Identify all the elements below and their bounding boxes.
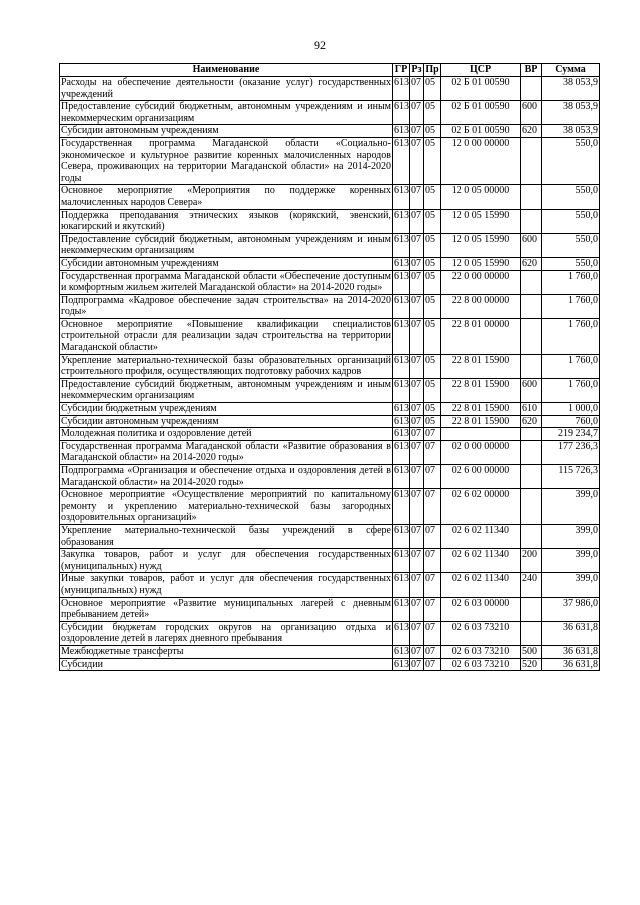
row-name-cell: Подпрограмма «Кадровое обеспечение задач строительства» на 2014-2020 годы» — [61, 294, 391, 318]
row-sum-cell: 115 726,3 — [542, 465, 600, 489]
column-header-csr: ЦСР — [441, 64, 521, 77]
row-gr-cell: 613 — [393, 465, 410, 489]
row-rz-cell: 07 — [410, 101, 424, 125]
row-rz-cell: 07 — [410, 257, 424, 270]
row-vr-cell — [521, 209, 542, 233]
table-row — [60, 378, 600, 402]
table-row — [60, 465, 600, 489]
row-sum-cell: 1 760,0 — [542, 270, 600, 294]
row-sum-cell: 1 760,0 — [542, 354, 600, 378]
row-gr-cell: 613 — [393, 597, 410, 621]
table-row — [60, 137, 600, 184]
row-sum-cell: 550,0 — [542, 137, 600, 184]
row-gr-cell: 613 — [393, 440, 410, 464]
row-gr-cell: 613 — [394, 645, 409, 657]
row-csr-cell: 02 6 02 11340 — [441, 549, 521, 573]
row-sum-cell: 760,0 — [542, 415, 600, 428]
table-row — [60, 257, 600, 270]
row-csr-cell: 22 8 01 15900 — [441, 354, 521, 378]
row-vr-cell — [521, 428, 542, 441]
row-name-cell: Субсидии автономным учреждениям — [60, 415, 393, 428]
row-sum-cell: 38 053,9 — [542, 77, 600, 101]
row-rz-cell: 07 — [410, 489, 424, 525]
row-rz-cell: 07 — [410, 658, 424, 671]
row-pr-cell: 05 — [424, 233, 441, 257]
table-row — [60, 185, 600, 209]
row-sum-cell: 36 631,8 — [542, 621, 600, 645]
row-sum-cell: 550,0 — [542, 257, 600, 270]
row-vr-cell — [521, 524, 542, 548]
row-gr-cell: 613 — [393, 101, 410, 125]
row-gr-cell: 613 — [393, 185, 410, 209]
row-vr-cell — [521, 354, 542, 378]
row-pr-cell: 05 — [424, 137, 441, 184]
row-csr-cell: 22 8 01 00000 — [441, 318, 521, 354]
row-rz-cell: 07 — [410, 403, 424, 416]
row-sum-cell: 36 631,8 — [542, 658, 600, 671]
table-row — [60, 621, 600, 645]
row-rz-cell: 07 — [410, 354, 424, 378]
row-vr-cell — [521, 621, 542, 645]
row-csr-cell — [441, 428, 521, 441]
row-name-cell: Основное мероприятие «Осуществление мероприятий по капитальному ремонту и укреплению материально-технической базы загородных оздоровительных организаций» — [61, 489, 391, 524]
row-pr-cell: 07 — [424, 597, 441, 621]
table-row — [60, 77, 600, 101]
row-rz-cell: 07 — [410, 415, 424, 428]
row-csr-cell: 12 0 05 15990 — [441, 209, 521, 233]
row-csr-cell: 02 Б 01 00590 — [441, 101, 521, 125]
row-rz-cell: 07 — [410, 621, 424, 645]
row-pr-cell: 05 — [424, 257, 441, 270]
row-gr-cell: 613 — [394, 415, 409, 427]
row-vr-cell — [521, 185, 542, 209]
table-body — [60, 77, 600, 671]
row-csr-cell: 02 Б 01 00590 — [441, 125, 521, 138]
row-name-cell: Основное мероприятие «Развитие муниципальных лагерей с дневным пребыванием детей» — [61, 597, 391, 621]
row-rz-cell: 07 — [410, 524, 424, 548]
row-gr-cell: 613 — [393, 137, 410, 184]
row-csr-cell: 12 0 05 15990 — [441, 233, 521, 257]
row-gr-cell: 613 — [394, 125, 409, 137]
page-number: 92 — [314, 38, 326, 52]
row-sum-cell: 38 053,9 — [542, 125, 600, 138]
table-row — [60, 101, 600, 125]
row-rz-cell: 07 — [410, 378, 424, 402]
row-sum-cell: 219 234,7 — [542, 428, 600, 441]
row-pr-cell: 07 — [424, 658, 441, 671]
row-rz-cell: 07 — [410, 428, 424, 441]
row-csr-cell: 02 6 02 11340 — [441, 573, 521, 597]
table-row — [60, 597, 600, 621]
row-sum-cell: 1 760,0 — [542, 378, 600, 402]
row-pr-cell: 05 — [424, 270, 441, 294]
row-name-cell: Субсидии — [60, 658, 393, 671]
row-vr-cell: 240 — [521, 573, 542, 597]
row-vr-cell: 610 — [521, 403, 542, 416]
row-gr-cell: 613 — [393, 524, 410, 548]
row-pr-cell: 07 — [424, 428, 441, 441]
row-csr-cell: 12 0 05 00000 — [441, 185, 521, 209]
row-gr-cell: 613 — [393, 318, 410, 354]
row-vr-cell — [521, 489, 542, 525]
row-csr-cell: 02 6 03 00000 — [441, 597, 521, 621]
row-pr-cell: 07 — [424, 645, 441, 658]
row-csr-cell: 22 8 00 00000 — [441, 294, 521, 318]
row-rz-cell: 07 — [410, 573, 424, 597]
row-gr-cell: 613 — [393, 354, 410, 378]
row-rz-cell: 07 — [410, 294, 424, 318]
row-rz-cell: 07 — [410, 549, 424, 573]
row-vr-cell — [521, 318, 542, 354]
row-pr-cell: 05 — [424, 125, 441, 138]
row-name-cell: Укрепление материально-технической базы образовательных организаций строительного профиля, осуществляющих подготовку рабочих кадров — [61, 354, 391, 378]
row-csr-cell: 02 6 03 73210 — [441, 645, 521, 658]
row-gr-cell: 613 — [393, 378, 410, 402]
row-rz-cell: 07 — [410, 270, 424, 294]
row-rz-cell: 07 — [410, 185, 424, 209]
row-name-cell: Расходы на обеспечение деятельности (оказание услуг) государственных учреждений — [61, 77, 391, 100]
row-csr-cell: 22 8 01 15900 — [441, 415, 521, 428]
table-row — [60, 440, 600, 464]
table-row — [60, 489, 600, 525]
budget-table — [59, 63, 600, 671]
table-row — [60, 524, 600, 548]
row-rz-cell: 07 — [410, 318, 424, 354]
row-gr-cell: 613 — [393, 294, 410, 318]
row-vr-cell: 620 — [521, 257, 542, 270]
row-csr-cell: 02 6 03 73210 — [441, 658, 521, 671]
row-pr-cell: 05 — [424, 318, 441, 354]
row-pr-cell: 05 — [424, 209, 441, 233]
row-pr-cell: 07 — [424, 549, 441, 573]
row-pr-cell: 07 — [424, 440, 441, 464]
table-row — [60, 209, 600, 233]
row-vr-cell — [521, 465, 542, 489]
row-name-cell: Субсидии бюджетным учреждениям — [60, 403, 393, 416]
row-pr-cell: 05 — [424, 415, 441, 428]
row-sum-cell: 1 760,0 — [542, 294, 600, 318]
row-sum-cell: 38 053,9 — [542, 101, 600, 125]
row-name-cell: Основное мероприятие «Повышение квалификации специалистов строительной отрасли для реализации задач строительства на территории Магаданской области» — [61, 318, 391, 354]
row-pr-cell: 05 — [424, 294, 441, 318]
row-csr-cell: 02 6 02 11340 — [441, 524, 521, 548]
row-rz-cell: 07 — [410, 597, 424, 621]
row-name-cell: Государственная программа Магаданской области «Социально-экономическое и культурное развитие коренных малочисленных народов Севера, проживающих на территории Магаданской области» на 2014-2020 годы — [61, 137, 391, 184]
column-header-vr: ВР — [521, 64, 542, 77]
row-pr-cell: 05 — [424, 101, 441, 125]
row-name-cell: Основное мероприятие «Мероприятия по поддержке коренных малочисленных народов Севера» — [61, 185, 391, 208]
row-vr-cell: 600 — [521, 233, 542, 257]
row-gr-cell: 613 — [394, 428, 409, 440]
row-csr-cell: 22 8 01 15900 — [441, 378, 521, 402]
row-vr-cell — [521, 597, 542, 621]
row-name-cell: Закупка товаров, работ и услуг для обеспечения государственных (муниципальных) нужд — [61, 549, 391, 572]
row-vr-cell — [521, 294, 542, 318]
row-name-cell: Межбюджетные трансферты — [60, 645, 393, 658]
row-gr-cell: 613 — [393, 573, 410, 597]
row-name-cell: Предоставление субсидий бюджетным, автономным учреждениям и иным некоммерческим организациям — [61, 101, 391, 124]
row-vr-cell — [521, 77, 542, 101]
row-rz-cell: 07 — [410, 77, 424, 101]
row-vr-cell: 620 — [521, 125, 542, 138]
row-vr-cell: 200 — [521, 549, 542, 573]
row-name-cell: Субсидии бюджетам городских округов на организацию отдыха и оздоровление детей в лагерях дневного пребывания — [61, 621, 391, 645]
row-sum-cell: 550,0 — [542, 185, 600, 209]
row-gr-cell: 613 — [393, 77, 410, 101]
row-rz-cell: 07 — [410, 440, 424, 464]
row-csr-cell: 02 6 03 73210 — [441, 621, 521, 645]
row-gr-cell: 613 — [394, 658, 409, 670]
row-name-cell: Молодежная политика и оздоровление детей — [60, 428, 393, 441]
row-gr-cell: 613 — [393, 270, 410, 294]
row-sum-cell: 399,0 — [542, 524, 600, 548]
row-sum-cell: 177 236,3 — [542, 440, 600, 464]
row-vr-cell: 600 — [521, 378, 542, 402]
table-row — [60, 658, 600, 671]
row-pr-cell: 05 — [424, 378, 441, 402]
row-sum-cell: 550,0 — [542, 233, 600, 257]
column-header-gr: ГР — [393, 64, 410, 77]
row-vr-cell: 620 — [521, 415, 542, 428]
row-name-cell: Государственная программа Магаданской области «Обеспечение доступным и комфортным жильем жителей Магаданской области» на 2014-2020 годы» — [61, 270, 391, 294]
row-gr-cell: 613 — [393, 209, 410, 233]
row-pr-cell: 07 — [424, 573, 441, 597]
table-row — [60, 354, 600, 378]
row-rz-cell: 07 — [410, 125, 424, 138]
row-vr-cell — [521, 440, 542, 464]
row-sum-cell: 399,0 — [542, 573, 600, 597]
row-sum-cell: 36 631,8 — [542, 645, 600, 658]
row-gr-cell: 613 — [394, 403, 409, 415]
row-name-cell: Субсидии автономным учреждениям — [60, 125, 393, 138]
row-rz-cell: 07 — [410, 233, 424, 257]
table-row — [60, 428, 600, 441]
table-header-row — [60, 64, 600, 77]
row-name-cell: Иные закупки товаров, работ и услуг для обеспечения государственных (муниципальных) нужд — [61, 573, 391, 596]
row-vr-cell: 520 — [521, 658, 542, 671]
row-sum-cell: 1 760,0 — [542, 318, 600, 354]
row-vr-cell: 500 — [521, 645, 542, 658]
row-gr-cell: 613 — [393, 489, 410, 525]
row-csr-cell: 22 8 01 15900 — [441, 403, 521, 416]
row-pr-cell: 05 — [424, 403, 441, 416]
row-pr-cell: 07 — [424, 621, 441, 645]
row-csr-cell: 02 6 00 00000 — [441, 465, 521, 489]
row-sum-cell: 1 000,0 — [542, 403, 600, 416]
table-row — [60, 573, 600, 597]
table-row — [60, 233, 600, 257]
column-header-rz: Рз — [411, 64, 422, 75]
row-gr-cell: 613 — [393, 621, 410, 645]
row-rz-cell: 07 — [410, 465, 424, 489]
row-gr-cell: 613 — [393, 233, 410, 257]
column-header-name: Наименование — [60, 64, 393, 77]
row-vr-cell — [521, 270, 542, 294]
row-name-cell: Субсидии автономным учреждениям — [60, 257, 393, 270]
row-pr-cell: 05 — [424, 77, 441, 101]
table-row — [60, 549, 600, 573]
row-pr-cell: 05 — [424, 185, 441, 209]
table-row — [60, 270, 600, 294]
row-rz-cell: 07 — [410, 209, 424, 233]
row-name-cell: Укрепление материально-технической базы учреждений в сфере образования — [61, 524, 391, 548]
row-sum-cell: 399,0 — [542, 549, 600, 573]
row-vr-cell: 600 — [521, 101, 542, 125]
row-csr-cell: 12 0 00 00000 — [441, 137, 521, 184]
table-row — [60, 403, 600, 416]
column-header-sum: Сумма — [542, 64, 600, 77]
table-row — [60, 318, 600, 354]
table-row — [60, 294, 600, 318]
row-pr-cell: 07 — [424, 465, 441, 489]
row-name-cell: Государственная программа Магаданской области «Развитие образования в Магаданской области» на 2014-2020 годы» — [61, 440, 391, 464]
row-csr-cell: 12 0 05 15990 — [441, 257, 521, 270]
row-name-cell: Поддержка преподавания этнических языков (корякский, эвенский, юкагирский и якутский) — [61, 209, 391, 233]
row-name-cell: Подпрограмма «Организация и обеспечение отдыха и оздоровления детей в Магаданской области» на 2014-2020 годы» — [61, 465, 391, 488]
row-sum-cell: 37 986,0 — [542, 597, 600, 621]
row-gr-cell: 613 — [394, 257, 409, 269]
table-row — [60, 645, 600, 658]
row-csr-cell: 02 Б 01 00590 — [441, 77, 521, 101]
row-csr-cell: 02 0 00 00000 — [441, 440, 521, 464]
row-csr-cell: 22 0 00 00000 — [441, 270, 521, 294]
row-pr-cell: 05 — [424, 354, 441, 378]
row-sum-cell: 399,0 — [542, 489, 600, 525]
row-vr-cell — [521, 137, 542, 184]
row-csr-cell: 02 6 02 00000 — [441, 489, 521, 525]
row-pr-cell: 07 — [424, 489, 441, 525]
table-row — [60, 415, 600, 428]
table-row — [60, 125, 600, 138]
row-pr-cell: 07 — [424, 524, 441, 548]
row-gr-cell: 613 — [393, 549, 410, 573]
row-rz-cell: 07 — [410, 137, 424, 184]
row-sum-cell: 550,0 — [542, 209, 600, 233]
row-name-cell: Предоставление субсидий бюджетным, автономным учреждениям и иным некоммерческим организациям — [61, 233, 391, 257]
column-header-pr: Пр — [425, 64, 439, 75]
row-rz-cell: 07 — [410, 645, 424, 658]
row-name-cell: Предоставление субсидий бюджетным, автономным учреждениям и иным некоммерческим организациям — [61, 378, 391, 402]
